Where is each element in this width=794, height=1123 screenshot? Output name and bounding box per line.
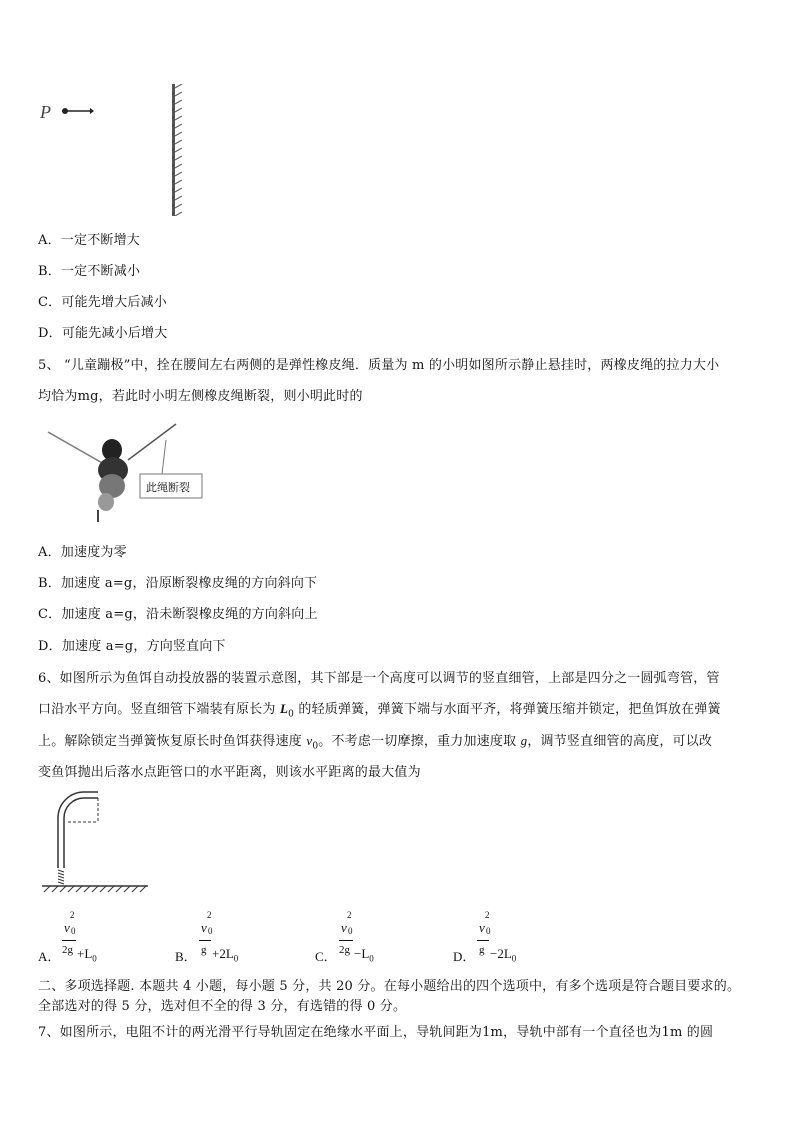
section2-instructions-line2: 全部选对的得 5 分，选对但不全的得 3 分，有选错的得 0 分。 xyxy=(38,999,407,1014)
q7-stem-line1: 7、如图所示，电阻不计的两光滑平行导轨固定在绝缘水平面上，导轨间距为1m，导轨中部有一个直径也为1m 的圆 xyxy=(38,1025,714,1040)
q5-stem-line1: 5、 “儿童蹦极”中，拴在腰间左右两侧的是弹性橡皮绳．质量为 m 的小明如图所示静止悬挂时，两橡皮绳的拉力大小 xyxy=(38,358,720,373)
q6-stem-line3: 上。解除锁定当弹簧恢复原长时鱼饵获得速度 $v_0$。不考虑一切摩擦，重力加速度取 g，调节竖直细管的高度，可以改 xyxy=(38,733,713,752)
q6-option-d: D． 2 v 0 g $-2L_0$ xyxy=(453,910,517,964)
point-p-label: P xyxy=(40,102,51,122)
q5-option-a: A．加速度为零 xyxy=(38,545,127,560)
figure-bait-launcher xyxy=(40,788,152,896)
q6-option-a: A． 2 v 0 2g $+L_0$ xyxy=(38,910,97,964)
figure-bungee-child xyxy=(38,420,218,524)
section2-instructions-line1: 二、多项选择题. 本题共 4 小题，每小题 5 分，共 20 分。在每小题给出的四个选项中，有多个选项是符合题目要求的。 xyxy=(38,979,741,994)
q4-option-b: B．一定不断减小 xyxy=(38,264,141,279)
q6-stem-line1: 6、如图所示为鱼饵自动投放器的装置示意图，其下部是一个高度可以调节的竖直细管，上部是四分之一圆弧弯管，管 xyxy=(38,671,720,686)
q6-option-c: C． 2 v 0 2g $-L_0$ xyxy=(315,910,374,964)
q4-option-a: A．一定不断增大 xyxy=(38,233,140,248)
rope-break-label: 此绳断裂 xyxy=(146,481,190,494)
q5-option-b: B．加速度 a=g，沿原断裂橡皮绳的方向斜向下 xyxy=(38,576,318,591)
velocity-arrow xyxy=(60,104,94,118)
launcher-drawing xyxy=(40,788,152,896)
wall-hatched xyxy=(172,84,184,216)
q6-stem-line2: 口沿水平方向。竖直细管下端装有原长为 $L_0$ 的轻质弹簧，弹簧下端与水面平齐，将弹簧压缩并锁定，把鱼饵放在弹簧 xyxy=(38,701,721,720)
q5-stem-line2: 均恰为mg，若此时小明左侧橡皮绳断裂，则小明此时的 xyxy=(38,389,363,404)
figure-particle-wall xyxy=(38,80,198,220)
q5-option-c: C．加速度 a=g，沿未断裂橡皮绳的方向斜向上 xyxy=(38,607,318,622)
q5-option-d: D．加速度 a=g，方向竖直向下 xyxy=(38,639,226,654)
bungee-drawing xyxy=(38,420,218,524)
q4-option-d: D．可能先减小后增大 xyxy=(38,326,168,341)
q6-option-b: B． 2 v 0 g $+2L_0$ xyxy=(175,910,239,964)
q4-option-c: C．可能先增大后减小 xyxy=(38,295,167,310)
q6-stem-line4: 变鱼饵抛出后落水点距管口的水平距离，则该水平距离的最大值为 xyxy=(38,765,421,780)
